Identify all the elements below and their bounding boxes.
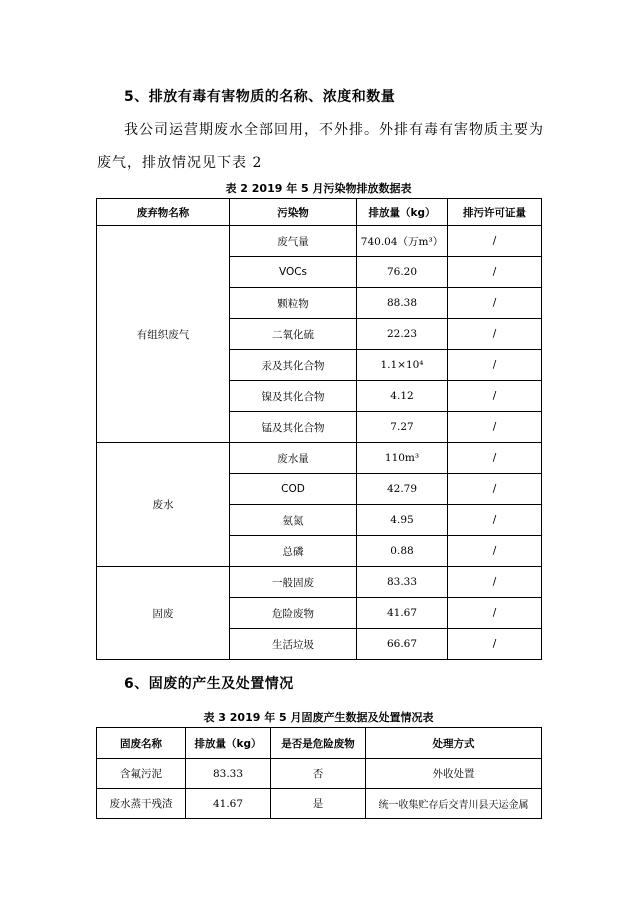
section-5-paragraph-line-2: 废气，排放情况见下表 2 bbox=[97, 155, 263, 171]
group-name-cell: 固废 bbox=[97, 567, 230, 660]
method-cell: 外收处置 bbox=[366, 759, 542, 789]
waste-name-cell: 含氟污泥 bbox=[97, 759, 186, 789]
table-2-caption: 表 2 2019 年 5 月污染物排放数据表 bbox=[225, 182, 412, 195]
pollutant-cell: 镍及其化合物 bbox=[230, 381, 357, 412]
permit-cell: / bbox=[448, 629, 542, 660]
waste-name-cell: 废水蒸干残渣 bbox=[97, 789, 186, 819]
permit-cell: / bbox=[448, 319, 542, 350]
amount-cell: 740.04（万m³） bbox=[357, 226, 448, 257]
table-2-header-pollutant: 污染物 bbox=[230, 199, 357, 226]
permit-cell: / bbox=[448, 567, 542, 598]
amount-cell: 76.20 bbox=[357, 257, 448, 288]
amount-cell: 83.33 bbox=[186, 759, 271, 789]
amount-cell: 41.67 bbox=[186, 789, 271, 819]
pollutant-cell: 颗粒物 bbox=[230, 288, 357, 319]
amount-cell: 0.88 bbox=[357, 536, 448, 567]
amount-cell: 4.95 bbox=[357, 505, 448, 536]
table-3-header-amount: 排放量（kg） bbox=[186, 728, 271, 759]
hazardous-cell: 否 bbox=[271, 759, 366, 789]
hazardous-cell: 是 bbox=[271, 789, 366, 819]
table-row bbox=[97, 443, 542, 474]
permit-cell: / bbox=[448, 505, 542, 536]
section-6-heading: 6、固废的产生及处置情况 bbox=[124, 676, 294, 692]
amount-cell: 41.67 bbox=[357, 598, 448, 629]
pollutant-cell: 氨氮 bbox=[230, 505, 357, 536]
table-2-header-amount: 排放量（kg） bbox=[357, 199, 448, 226]
permit-cell: / bbox=[448, 474, 542, 505]
table-2 bbox=[96, 198, 542, 660]
table-3-header-row bbox=[97, 728, 542, 759]
permit-cell: / bbox=[448, 288, 542, 319]
pollutant-cell: 危险废物 bbox=[230, 598, 357, 629]
amount-cell: 66.67 bbox=[357, 629, 448, 660]
table-3-header-name: 固废名称 bbox=[97, 728, 186, 759]
permit-cell: / bbox=[448, 226, 542, 257]
table-row bbox=[97, 226, 542, 257]
group-name-cell: 有组织废气 bbox=[97, 226, 230, 443]
pollutant-cell: 二氧化硫 bbox=[230, 319, 357, 350]
permit-cell: / bbox=[448, 443, 542, 474]
table-row bbox=[97, 789, 542, 819]
table-3-header-method: 处理方式 bbox=[366, 728, 542, 759]
pollutant-cell: 废水量 bbox=[230, 443, 357, 474]
table-3-header-hazardous: 是否是危险废物 bbox=[271, 728, 366, 759]
table-row bbox=[97, 567, 542, 598]
table-2-header-permit: 排污许可证量 bbox=[448, 199, 542, 226]
permit-cell: / bbox=[448, 536, 542, 567]
section-5-paragraph-line-1: 我公司运营期废水全部回用，不外排。外排有毒有害物质主要为 bbox=[124, 122, 544, 138]
amount-cell: 4.12 bbox=[357, 381, 448, 412]
pollutant-cell: 锰及其化合物 bbox=[230, 412, 357, 443]
permit-cell: / bbox=[448, 257, 542, 288]
table-2-header-row bbox=[97, 199, 542, 226]
table-row bbox=[97, 759, 542, 789]
pollutant-cell: 一般固废 bbox=[230, 567, 357, 598]
amount-cell: 1.1×10⁴ bbox=[357, 350, 448, 381]
pollutant-cell: VOCs bbox=[230, 257, 357, 288]
pollutant-cell: 总磷 bbox=[230, 536, 357, 567]
amount-cell: 7.27 bbox=[357, 412, 448, 443]
pollutant-cell: 生活垃圾 bbox=[230, 629, 357, 660]
table-2-header-waste-name: 废弃物名称 bbox=[97, 199, 230, 226]
permit-cell: / bbox=[448, 350, 542, 381]
pollutant-cell: 汞及其化合物 bbox=[230, 350, 357, 381]
group-name-cell: 废水 bbox=[97, 443, 230, 567]
amount-cell: 83.33 bbox=[357, 567, 448, 598]
section-5-heading: 5、排放有毒有害物质的名称、浓度和数量 bbox=[124, 89, 396, 105]
permit-cell: / bbox=[448, 598, 542, 629]
method-cell: 统一收集贮存后交青川县天运金属 bbox=[366, 789, 542, 819]
permit-cell: / bbox=[448, 412, 542, 443]
pollutant-cell: 废气量 bbox=[230, 226, 357, 257]
amount-cell: 110m³ bbox=[357, 443, 448, 474]
table-3-caption: 表 3 2019 年 5 月固废产生数据及处置情况表 bbox=[203, 711, 434, 724]
amount-cell: 88.38 bbox=[357, 288, 448, 319]
amount-cell: 42.79 bbox=[357, 474, 448, 505]
table-3 bbox=[96, 727, 542, 819]
pollutant-cell: COD bbox=[230, 474, 357, 505]
amount-cell: 22.23 bbox=[357, 319, 448, 350]
permit-cell: / bbox=[448, 381, 542, 412]
